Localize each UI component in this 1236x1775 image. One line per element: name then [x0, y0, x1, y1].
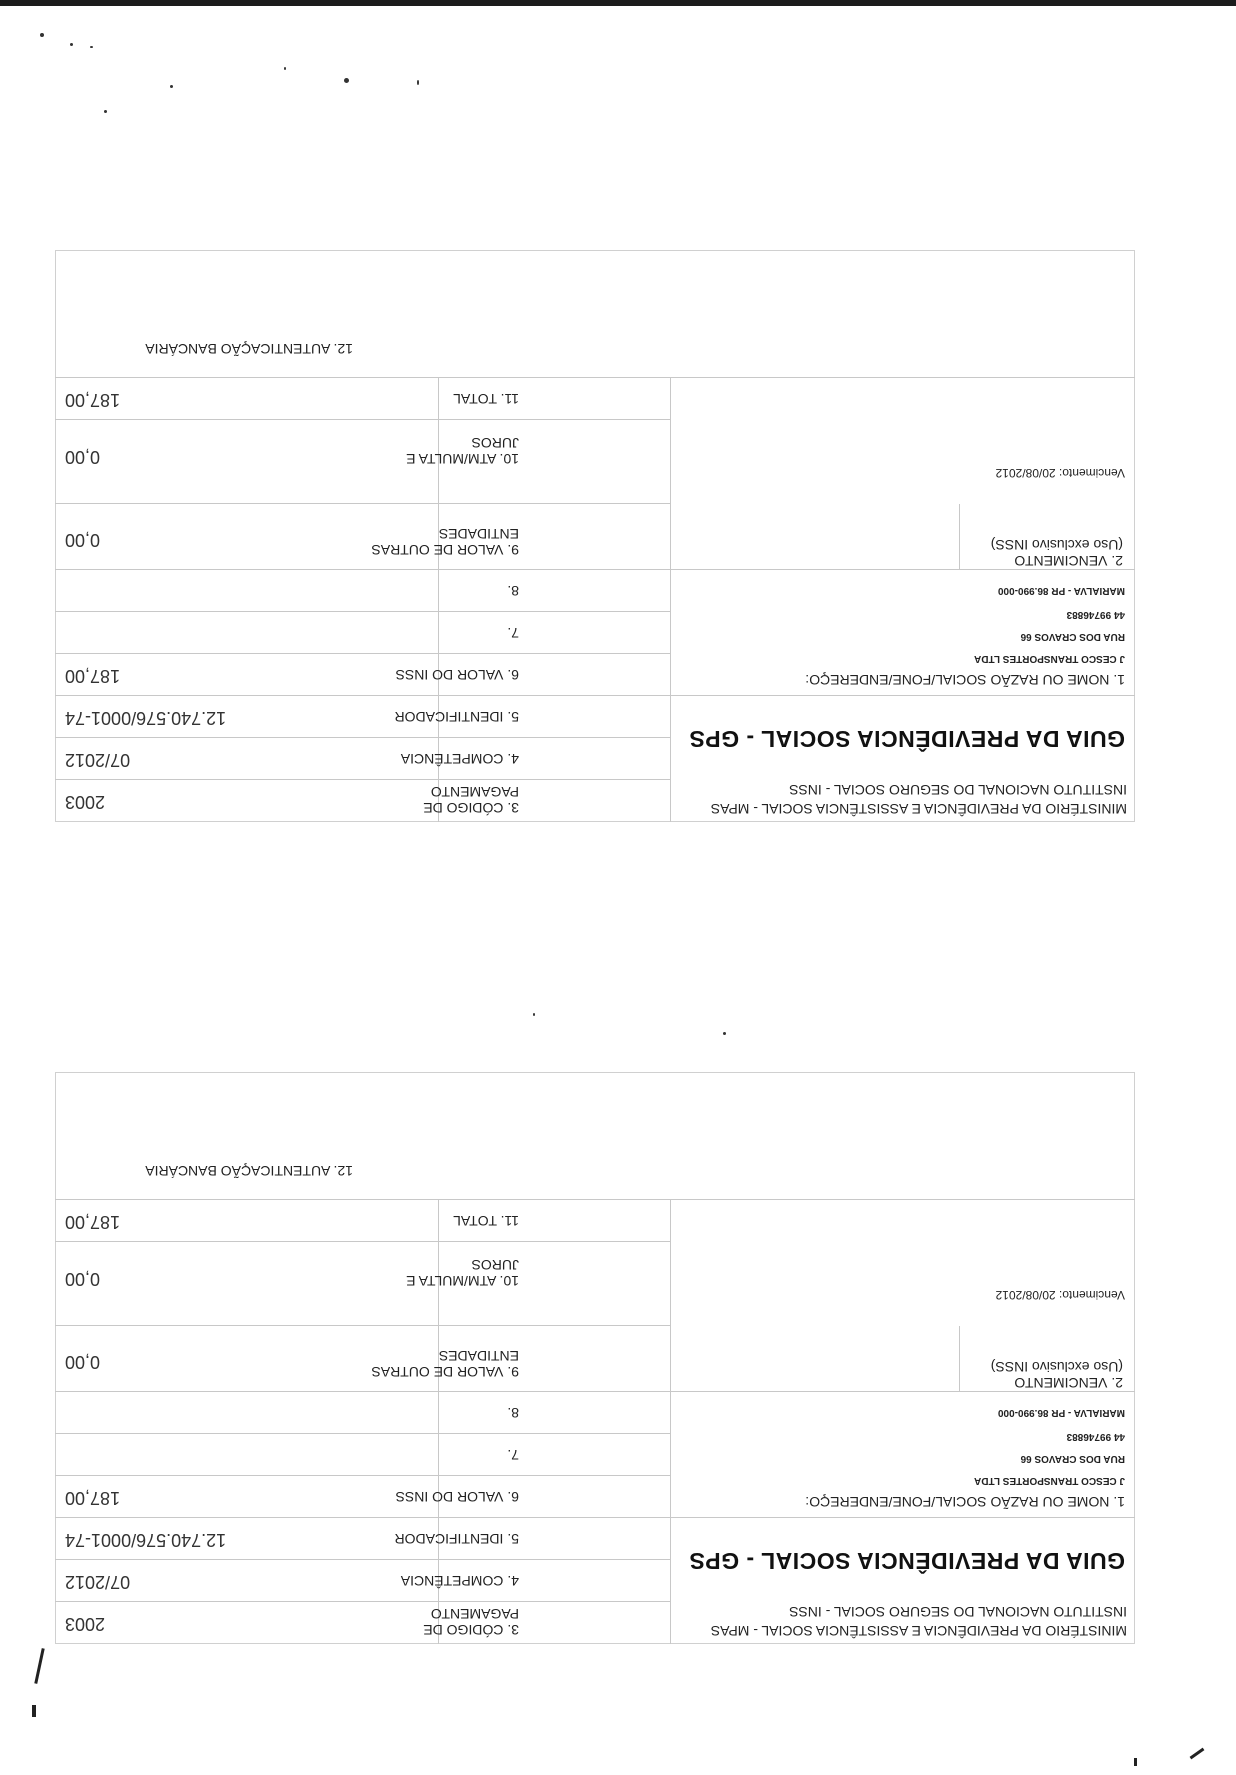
scan-speck: [70, 43, 73, 46]
payer-city: MARIALVA - PR 86.990-000: [997, 1407, 1125, 1418]
field-5-value: 12.740.576/0001-74: [65, 1530, 227, 1550]
field-9-value: 0,00: [65, 1352, 101, 1372]
payer-name: J CESCO TRANSPORTES LTDA: [974, 653, 1125, 664]
grid-line: [55, 1433, 671, 1434]
field-7-label: 7.: [507, 1447, 519, 1463]
grid-line: [55, 377, 1135, 378]
grid-line: [55, 569, 1135, 570]
field-2-label-line: (Uso exclusivo INSS): [990, 1359, 1123, 1375]
field-9-label: [371, 526, 519, 558]
field-6-label: 6. VALOR DO INSS: [395, 667, 519, 683]
grid-line: [55, 737, 671, 738]
institute-line: INSTITUTO NACIONAL DO SEGURO SOCIAL - INSS: [789, 1604, 1127, 1620]
field-5-value: 12.740.576/0001-74: [65, 708, 227, 728]
field-7-label: 7.: [507, 625, 519, 641]
field-3-value: 2003: [65, 792, 106, 812]
scan-speck: [533, 1013, 535, 1016]
scan-mark: [1134, 1758, 1137, 1766]
grid-line: [55, 1559, 671, 1560]
field-8-label: 8.: [507, 1405, 519, 1421]
scan-speck: [723, 1032, 726, 1035]
field-12-label: 12. AUTENTICAÇÃO BANCÁRIA: [145, 341, 353, 357]
field-4-label: 4. COMPETÊNCIA: [400, 1573, 519, 1589]
scan-speck: [90, 46, 93, 48]
due-date-text: Vencimento: 20/08/2012: [995, 466, 1125, 480]
field-4-label: 4. COMPETÊNCIA: [400, 751, 519, 767]
payer-phone: 44 99746883: [1066, 609, 1125, 620]
field-1-label: 1. NOME OU RAZÃO SOCIAL/FONE/ENDEREÇO:: [805, 672, 1125, 688]
field-6-label: 6. VALOR DO INSS: [395, 1489, 519, 1505]
field-11-label: 11. TOTAL: [453, 1213, 519, 1229]
grid-line: [55, 503, 671, 504]
grid-line: [55, 1241, 671, 1242]
field-9-label-line: ENTIDADES: [438, 1348, 519, 1364]
field-9-label: [371, 1348, 519, 1380]
scan-top-edge: [0, 0, 1236, 6]
institute-line: INSTITUTO NACIONAL DO SEGURO SOCIAL - INSS: [789, 782, 1127, 798]
field-10-value: 0,00: [65, 447, 101, 467]
grid-line: [959, 504, 960, 570]
field-3-label: [423, 784, 519, 816]
ministry-header: [711, 1602, 1127, 1640]
payer-city: MARIALVA - PR 86.990-000: [997, 585, 1125, 596]
grid-line: [55, 611, 671, 612]
grid-line: [55, 1325, 671, 1326]
field-11-value: 187,00: [65, 1212, 121, 1232]
field-2-label-line: (Uso exclusivo INSS): [990, 537, 1123, 553]
field-2-label-line: 2. VENCIMENTO: [1014, 1375, 1123, 1391]
field-11-label: 11. TOTAL: [453, 391, 519, 407]
field-2-label: [991, 537, 1123, 569]
field-5-label: 5. IDENTIFICADOR: [394, 1531, 519, 1547]
form-title: GUIA DA PREVIDÊNCIA SOCIAL - GPS: [688, 726, 1125, 752]
ministry-header: [711, 780, 1127, 818]
field-8-label: 8.: [507, 583, 519, 599]
scan-speck: [104, 110, 107, 113]
grid-line: [55, 1199, 1135, 1200]
grid-line: [55, 419, 671, 420]
scan-speck: [344, 78, 349, 83]
field-5-label: 5. IDENTIFICADOR: [394, 709, 519, 725]
field-6-value: 187,00: [65, 666, 121, 686]
field-10-label: [406, 1257, 519, 1289]
field-6-value: 187,00: [65, 1488, 121, 1508]
grid-line: [55, 695, 1135, 696]
gps-form: [55, 250, 1135, 822]
field-9-value: 0,00: [65, 530, 101, 550]
grid-line: [55, 1391, 1135, 1392]
grid-line: [959, 1326, 960, 1392]
gps-form: [55, 1072, 1135, 1644]
grid-line: [55, 1517, 1135, 1518]
scan-mark: [1190, 1748, 1205, 1760]
payer-street: RUA DOS CRAVOS 66: [1020, 1453, 1125, 1464]
grid-line: [55, 653, 671, 654]
scan-speck: [417, 80, 419, 85]
field-10-label-line: JUROS: [471, 1257, 519, 1273]
field-10-label-line: JUROS: [471, 435, 519, 451]
field-10-label: [406, 435, 519, 467]
field-12-label: 12. AUTENTICAÇÃO BANCÁRIA: [145, 1163, 353, 1179]
field-9-label-line: 9. VALOR DE OUTRAS: [371, 542, 519, 558]
field-2-label-line: 2. VENCIMENTO: [1014, 553, 1123, 569]
grid-line: [55, 1601, 671, 1602]
grid-line: [670, 1200, 671, 1644]
ministry-line: MINISTÉRIO DA PREVIDÊNCIA E ASSISTÊNCIA SOCIAL - MPAS: [710, 1623, 1127, 1639]
field-3-label-line: 3. CÓDIGO DE: [423, 1622, 519, 1638]
scan-speck: [170, 85, 173, 88]
scan-speck: [284, 67, 286, 70]
field-10-label-line: 10. ATM/MULTA E: [406, 1273, 519, 1289]
field-3-label-line: PAGAMENTO: [430, 784, 519, 800]
field-4-value: 07/2012: [65, 1572, 131, 1592]
field-10-label-line: 10. ATM/MULTA E: [406, 451, 519, 467]
ministry-line: MINISTÉRIO DA PREVIDÊNCIA E ASSISTÊNCIA SOCIAL - MPAS: [710, 801, 1127, 817]
scan-mark: [34, 1648, 44, 1684]
payer-name: J CESCO TRANSPORTES LTDA: [974, 1475, 1125, 1486]
grid-line: [670, 378, 671, 822]
field-2-label: [991, 1359, 1123, 1391]
field-10-value: 0,00: [65, 1269, 101, 1289]
grid-line: [55, 1475, 671, 1476]
form-title: GUIA DA PREVIDÊNCIA SOCIAL - GPS: [688, 1548, 1125, 1574]
due-date-text: Vencimento: 20/08/2012: [995, 1288, 1125, 1302]
field-3-label: [423, 1606, 519, 1638]
scan-speck: [40, 33, 44, 37]
field-3-label-line: 3. CÓDIGO DE: [423, 800, 519, 816]
field-1-label: 1. NOME OU RAZÃO SOCIAL/FONE/ENDEREÇO:: [805, 1494, 1125, 1510]
payer-street: RUA DOS CRAVOS 66: [1020, 631, 1125, 642]
field-9-label-line: ENTIDADES: [438, 526, 519, 542]
field-3-label-line: PAGAMENTO: [430, 1606, 519, 1622]
field-3-value: 2003: [65, 1614, 106, 1634]
field-4-value: 07/2012: [65, 750, 131, 770]
field-11-value: 187,00: [65, 390, 121, 410]
grid-line: [55, 779, 671, 780]
payer-phone: 44 99746883: [1066, 1431, 1125, 1442]
scan-mark: [32, 1705, 36, 1717]
field-9-label-line: 9. VALOR DE OUTRAS: [371, 1364, 519, 1380]
